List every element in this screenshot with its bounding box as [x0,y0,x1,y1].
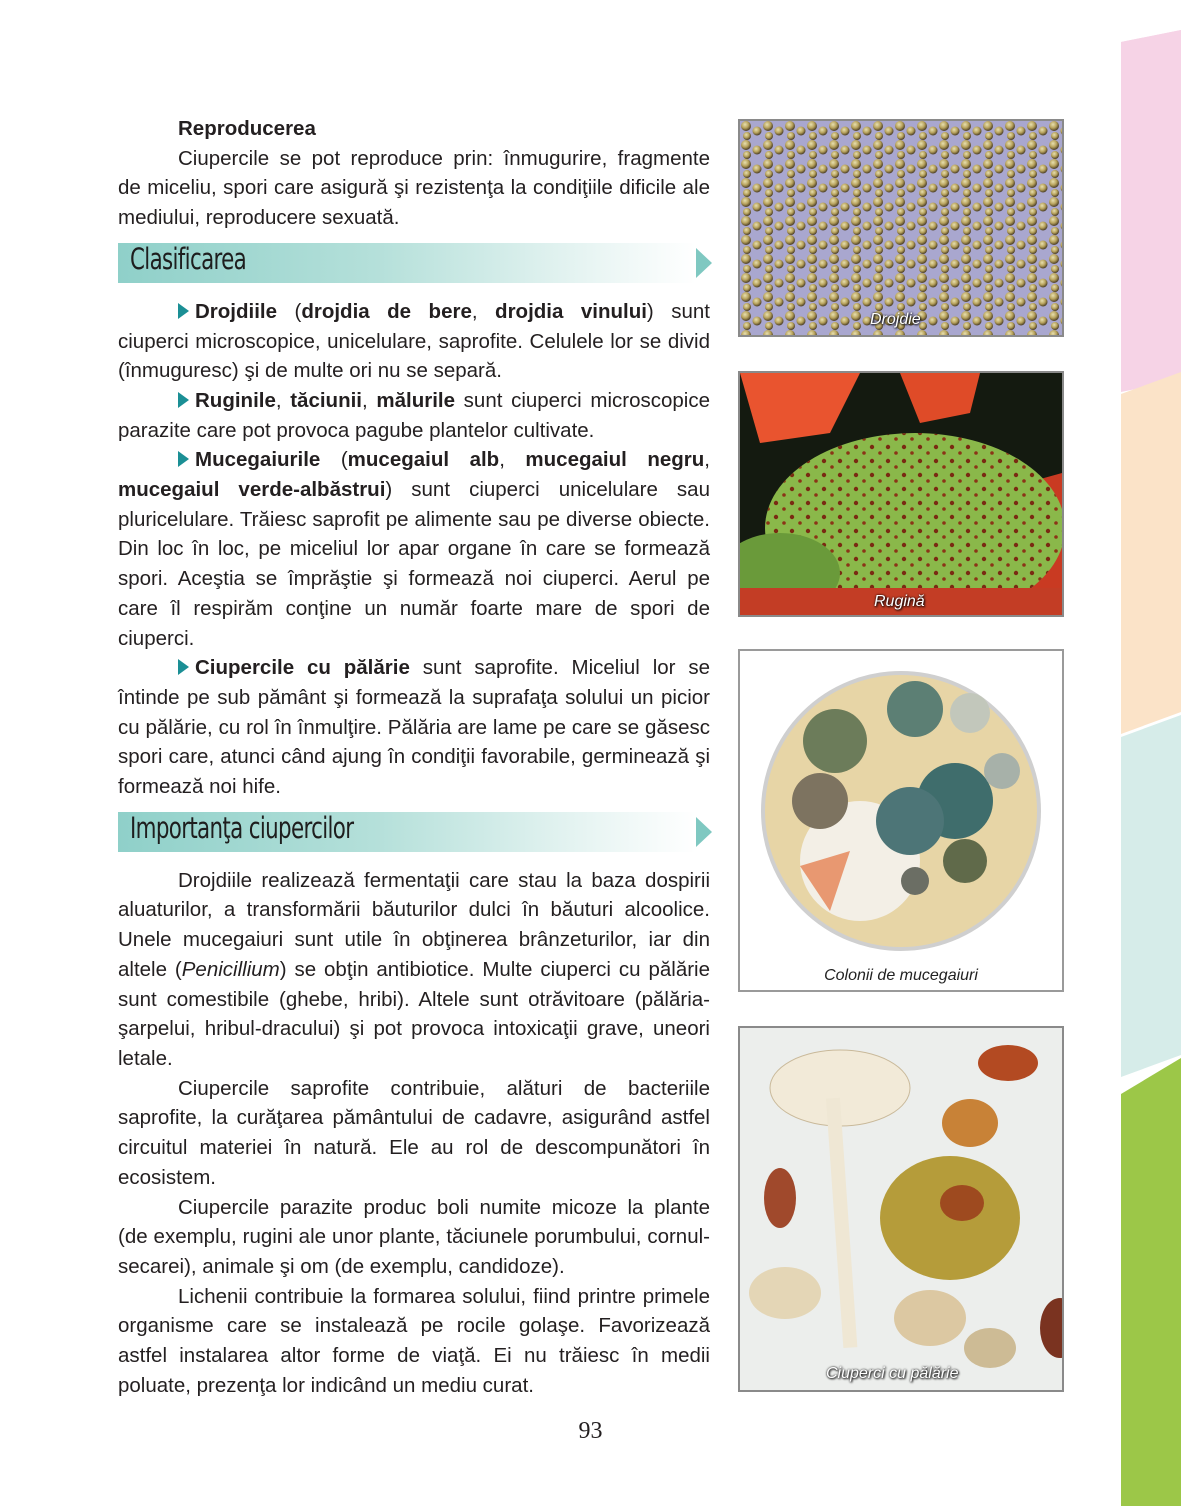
bullet-arrow-icon [178,451,189,467]
mushrooms-image [740,1028,1062,1390]
rust-leaf-image [740,373,1062,615]
section-title: Clasificarea [130,241,247,276]
importance-paragraph: Lichenii contribuie la formarea solului, fiind printre primele organisme care se instalează pe rocile golaşe. Favorizează astfel instalarea altor forme de viaţă. Ei nu trăiesc în medii poluate, prezenţa lor indicând un mediu curat. [118,1284,710,1397]
tab-mint-shape [1121,715,1181,1077]
bullet-arrow-icon [178,392,189,408]
bullet-arrow-icon [178,303,189,319]
section-header-classification [118,243,710,283]
bullet-arrow-icon [178,659,189,675]
section-header-importance [118,812,710,852]
class-item-yeasts: Drojdiile (drojdia de bere, drojdia vinului) sunt ciuperci microscopice, unicelulare, saprofite. Celulele lor se divid (înmuguresc) şi de multe ori nu se separă. [118,299,710,383]
importance-paragraph: Drojdiile realizează fermentaţii care stau la baza dospirii aluaturilor, a transformării băuturilor dulci în băuturi alcoolice. Unele mucegaiuri sunt utile în obţinerea brânzeturilor, iar din altele (Penicillium) se obţin antibiotice. Multe ciuperci cu pălărie sunt comestibile (ghebe, hribi). Altele sunt otrăvitoare (pălăria-şarpelui, hribul-dracului) şi pot provoca intoxicaţii grave, uneori letale. [118,868,711,1070]
section-title: Importanţa ciupercilor [130,810,354,845]
section-arrow-icon [696,817,712,847]
tab-pink [1121,30,1181,392]
rust-caption: Rugină [874,593,925,610]
tab-peach-shape [1121,372,1181,734]
tab-pink-shape [1121,30,1181,392]
importance-paragraph: Ciupercile parazite produc boli numite micoze la plante (de exemplu, rugini ale unor plante, tăciunele porumbului, cornul-secarei), animale şi om (de exemplu, candidoze). [118,1195,710,1278]
text-column [118,114,710,1400]
reproduction-text: Ciupercile se pot reproduce prin: înmugurire, fragmente de miceliu, spori care asigură şi rezistenţa la condiţiile dificile ale mediului, reproducere sexuată. [118,146,710,230]
yeast-cells-image [740,121,1062,335]
mold-colonies-image [740,651,1062,961]
mushrooms-caption: Ciuperci cu pălărie [826,1365,959,1382]
section-arrow-icon [696,248,712,278]
reproduction-heading: Reproducerea [178,117,316,140]
molds-caption: Colonii de mucegaiuri [824,967,978,984]
rust-photo [738,371,1064,617]
class-item-cap-mushrooms: Ciupercile cu pălărie sunt saprofite. Miceliul lor se întinde pe sub pământ şi formează la suprafaţa solului un picior cu pălărie, cu rol în înmulţire. Pălăria are lame pe care se găsesc spori care, atunci când ajung în condiţii favorabile, germinează şi formează noi hife. [118,656,711,799]
yeast-photo [738,119,1064,337]
molds-figure [738,649,1064,992]
tab-peach [1121,372,1181,734]
class-item-rusts: Ruginile, tăciunii, mălurile sunt ciuperci microscopice parazite care pot provoca pagube plantelor cultivate. [118,388,710,442]
class-item-molds: Mucegaiurile (mucegaiul alb, mucegaiul negru, mucegaiul verde-albăstrui) sunt ciuperci unicelulare sau pluricelulare. Trăiesc saprofit pe alimente sau pe diverse obiecte. Din loc în loc, pe miceliul lor apar organe în care se formează spori. Aceştia se împrăştie şi formează noi ciuperci. Aerul pe care îl respirăm conţine un număr foarte mare de spori de ciuperci. [118,448,710,650]
importance-paragraph: Ciupercile saprofite contribuie, alături de bacteriile saprofite, la curăţarea pământului de cadavre, asigurând astfel circuitul materiei în natură. Ele au rol de descompunători în ecosistem. [118,1076,710,1189]
yeast-caption: Drojdie [870,311,921,328]
page-number: 93 [578,1418,603,1444]
tab-mint [1121,715,1181,1077]
mushrooms-photo [738,1026,1064,1392]
